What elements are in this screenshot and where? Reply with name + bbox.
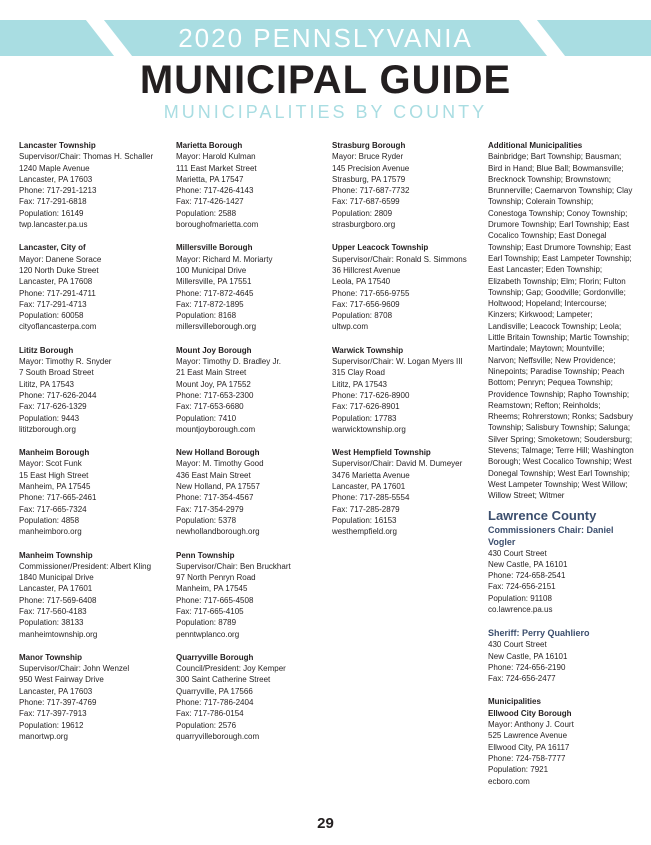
- entry-line: Population: 38133: [19, 618, 84, 628]
- entry-line: Population: 7921: [488, 765, 549, 775]
- entry-line: Mayor: Timothy R. Snyder: [19, 357, 112, 367]
- entry-line: 950 West Fairway Drive: [19, 675, 104, 685]
- entry-line: Supervisor/Chair: John Wenzel: [19, 664, 130, 674]
- entry-line: Phone: 717-665-4508: [176, 595, 254, 605]
- page-title: MUNICIPAL GUIDE: [139, 58, 512, 102]
- entry-line: Fax: 724-656-2477: [488, 674, 556, 684]
- entry-website[interactable]: co.lawrence.pa.us: [488, 604, 553, 614]
- entry-line: Population: 2576: [176, 720, 237, 730]
- entry-line: Phone: 717-653-2300: [176, 390, 254, 400]
- entry-website[interactable]: manheimtownship.org: [19, 629, 98, 639]
- entry-line: Phone: 717-291-1213: [19, 186, 97, 196]
- entry-line: Fax: 717-426-1427: [176, 197, 244, 207]
- municipality-entry: [19, 345, 159, 435]
- entry-line: Mayor: Scot Funk: [19, 459, 82, 469]
- entry-line: 430 Court Street: [488, 548, 547, 558]
- entry-line: Phone: 717-569-6408: [19, 595, 97, 605]
- entry-line: Lancaster, PA 17601: [19, 584, 93, 594]
- municipality-name: New Holland Borough: [176, 448, 260, 458]
- entry-line: New Holland, PA 17557: [176, 482, 260, 492]
- entry-line: Population: 17783: [332, 413, 397, 423]
- municipality-entry: [176, 140, 316, 230]
- entry-line: Population: 16149: [19, 208, 84, 218]
- entry-line: Lancaster, PA 17603: [19, 686, 93, 696]
- county-title: Lawrence County: [488, 507, 597, 523]
- additional-municipalities-list: Bainbridge; Bart Township; Bausman; Bird in Hand; Blue Ball; Bowmansville; Brecknock Township; Brownstown; Brunnerville; Caernarvon Township; Clay Township; Colerain Township; Conestoga Township; Conoy Township; Drumore Township; Earl Township; East Cocalico Township; East Donegal Township; East Drumore Township; East Earl Township; East Lampeter Township; East Lancaster; Eden Township; Elizabeth Township; Elm; Florin; Fulton Township; Gap; Goodville; Gordonville; Holtwood; Hopeland; Intercourse; Kinzers; Kirkwood; Lampeter; Landisville; Leacock Township; Leola; Little Britain Township; Martic Township; Martindale; Maytown; Mountville; Narvon; Neffsville; New Providence; Ninepoints; Paradise Township; Peach Bottom; Penryn; Pequea Township; Providence Township; Rapho Township; Reamstown; Refton; Reinholds; Rheems; Rohrerstown; Ronks; Sadsbury Township; Salisbury Township; Salunga; Silver Spring; Smoketown; Soudersburg; Stevens; Talmage; Terre Hill; Washington Borough; West Cocalico Township; West Donegal Township; West Earl Township; West Lampeter Township; West Willow; Willow Street; Witmer: [488, 152, 634, 501]
- entry-line: Phone: 717-656-9755: [332, 288, 410, 298]
- entry-line: Phone: 717-354-4567: [176, 493, 254, 503]
- additional-municipalities-title: Additional Municipalities: [488, 141, 583, 150]
- entry-line: Fax: 724-656-2151: [488, 582, 556, 592]
- banner-title: 2020 PENNSLYVANIA: [178, 23, 473, 53]
- entry-line: Mayor: Harold Kulman: [176, 152, 256, 162]
- column-4: [488, 140, 634, 799]
- municipality-entry: [176, 550, 316, 640]
- municipality-name: Manheim Borough: [19, 448, 90, 458]
- entry-line: 315 Clay Road: [332, 368, 385, 378]
- commissioners-chair: Commissioners Chair: Daniel Vogler: [488, 524, 614, 547]
- municipality-entry: [19, 140, 159, 230]
- entry-line: Ellwood City, PA 16117: [488, 742, 570, 752]
- municipalities-heading: Municipalities: [488, 697, 541, 707]
- entry-website[interactable]: twp.lancaster.pa.us: [19, 220, 88, 230]
- entry-line: Marietta, PA 17547: [176, 174, 244, 184]
- entry-line: Fax: 717-687-6599: [332, 197, 400, 207]
- entry-line: Phone: 717-687-7732: [332, 186, 410, 196]
- municipality-name: Marietta Borough: [176, 141, 243, 150]
- entry-line: 100 Municipal Drive: [176, 265, 247, 275]
- entry-line: Phone: 724-656-2190: [488, 662, 566, 672]
- entry-line: Quarryville, PA 17566: [176, 686, 253, 696]
- entry-line: 120 North Duke Street: [19, 265, 99, 275]
- entry-line: Fax: 717-665-7324: [19, 504, 87, 514]
- entry-line: Manheim, PA 17545: [176, 584, 248, 594]
- entry-line: Mayor: M. Timothy Good: [176, 459, 264, 469]
- entry-line: Population: 8789: [176, 618, 237, 628]
- entry-website[interactable]: strasburgboro.org: [332, 220, 396, 230]
- entry-line: New Castle, PA 16101: [488, 559, 568, 569]
- entry-line: Phone: 724-658-2541: [488, 571, 566, 581]
- entry-line: 15 East High Street: [19, 470, 89, 480]
- entry-website[interactable]: ecboro.com: [488, 776, 530, 786]
- entry-website[interactable]: manortwp.org: [19, 731, 68, 741]
- municipality-entry: [19, 447, 159, 537]
- entry-website[interactable]: cityoflancasterpa.com: [19, 322, 97, 332]
- entry-line: Lititz, PA 17543: [332, 379, 387, 389]
- page-subtitle: MUNICIPALITIES BY COUNTY: [163, 102, 488, 122]
- entry-line: Phone: 717-426-4143: [176, 186, 254, 196]
- entry-line: 7 South Broad Street: [19, 368, 94, 378]
- entry-website[interactable]: newhollandborough.org: [176, 527, 260, 537]
- entry-line: 36 Hillcrest Avenue: [332, 265, 401, 275]
- page-number: 29: [317, 815, 334, 832]
- entry-line: Supervisor/Chair: Ronald S. Simmons: [332, 254, 467, 264]
- entry-website[interactable]: lititzborough.org: [19, 424, 76, 434]
- entry-line: Mayor: Anthony J. Court: [488, 720, 574, 730]
- entry-line: Phone: 717-397-4769: [19, 698, 97, 708]
- entry-line: Phone: 717-872-4645: [176, 288, 254, 298]
- entry-line: Fax: 717-626-8901: [332, 402, 400, 412]
- entry-line: Population: 7410: [176, 413, 237, 423]
- municipality-entry: [332, 242, 472, 332]
- municipality-entry: [332, 140, 472, 230]
- sheriff-entry: [488, 627, 634, 684]
- entry-line: Phone: 717-285-5554: [332, 493, 410, 503]
- entry-line: Fax: 717-291-4713: [19, 299, 87, 309]
- entry-line: Mayor: Danene Sorace: [19, 254, 102, 264]
- entry-line: Population: 4858: [19, 515, 80, 525]
- municipality-name: West Hempfield Township: [332, 448, 431, 458]
- municipality-entry: [19, 652, 159, 742]
- entry-line: 525 Lawrence Avenue: [488, 731, 568, 741]
- entry-line: Commissioner/President: Albert Kling: [19, 561, 152, 571]
- entry-line: 97 North Penryn Road: [176, 573, 256, 583]
- entry-line: 111 East Market Street: [176, 163, 257, 173]
- entry-line: Fax: 717-656-9609: [332, 299, 400, 309]
- entry-line: 300 Saint Catherine Street: [176, 675, 271, 685]
- municipality-name: Lancaster, City of: [19, 243, 86, 253]
- entry-line: Fax: 717-291-6818: [19, 197, 87, 207]
- entry-line: 1840 Municipal Drive: [19, 573, 94, 583]
- entry-line: Lancaster, PA 17608: [19, 277, 93, 287]
- entry-website[interactable]: quarryvilleborough.com: [176, 731, 260, 741]
- entry-line: Mount Joy, PA 17552: [176, 379, 251, 389]
- entry-line: Population: 16153: [332, 515, 397, 525]
- entry-line: Fax: 717-354-2979: [176, 504, 244, 514]
- entry-line: 145 Precision Avenue: [332, 163, 410, 173]
- entry-line: 1240 Maple Avenue: [19, 163, 90, 173]
- municipality-entry: [176, 242, 316, 332]
- entry-line: Population: 8708: [332, 311, 393, 321]
- municipality-name: Manheim Township: [19, 550, 93, 560]
- entry-line: Phone: 717-291-4711: [19, 288, 96, 298]
- column-2: [176, 140, 316, 754]
- column-1: [19, 140, 159, 754]
- entry-line: Supervisor/Chair: David M. Dumeyer: [332, 459, 463, 469]
- entry-line: Fax: 717-397-7913: [19, 709, 87, 719]
- municipality-name: Strasburg Borough: [332, 141, 406, 150]
- entry-website[interactable]: ultwp.com: [332, 322, 369, 332]
- entry-line: 21 East Main Street: [176, 368, 247, 378]
- entry-line: Council/President: Joy Kemper: [176, 664, 286, 674]
- entry-website[interactable]: warwicktownship.org: [332, 424, 406, 434]
- entry-line: Fax: 717-626-1329: [19, 402, 87, 412]
- municipality-name: Warwick Township: [332, 345, 404, 355]
- entry-line: Population: 5378: [176, 515, 237, 525]
- entry-line: Lancaster, PA 17603: [19, 174, 93, 184]
- entry-website[interactable]: westhempfield.org: [332, 527, 397, 537]
- entry-line: 436 East Main Street: [176, 470, 251, 480]
- entry-website[interactable]: manheimboro.org: [19, 527, 82, 537]
- entry-line: Population: 8168: [176, 311, 237, 321]
- entry-line: Fax: 717-560-4183: [19, 606, 87, 616]
- entry-line: 3476 Marietta Avenue: [332, 470, 410, 480]
- entry-line: Phone: 724-758-7777: [488, 753, 566, 763]
- entry-line: Phone: 717-626-8900: [332, 390, 410, 400]
- entry-line: Manheim, PA 17545: [19, 482, 91, 492]
- entry-line: Population: 91108: [488, 593, 552, 603]
- additional-municipalities: [488, 140, 634, 502]
- entry-line: Phone: 717-665-2461: [19, 493, 97, 503]
- entry-line: Fax: 717-786-0154: [176, 709, 244, 719]
- entry-line: Population: 60058: [19, 311, 84, 321]
- municipality-entry: [176, 447, 316, 537]
- sheriff-name: Sheriff: Perry Quahliero: [488, 628, 590, 639]
- municipality-entry: [176, 652, 316, 742]
- entry-line: Lititz, PA 17543: [19, 379, 74, 389]
- entry-line: Supervisor/Chair: Ben Bruckhart: [176, 561, 291, 571]
- entry-line: Phone: 717-786-2404: [176, 698, 254, 708]
- municipality-name: Millersville Borough: [176, 243, 253, 253]
- municipality-name: Quarryville Borough: [176, 652, 254, 662]
- municipality-entry: [19, 550, 159, 640]
- municipality-entry: [488, 696, 634, 786]
- entry-website[interactable]: penntwplanco.org: [176, 629, 240, 639]
- entry-line: Leola, PA 17540: [332, 277, 391, 287]
- entry-line: Supervisor/Chair: Thomas H. Schaller: [19, 152, 154, 162]
- municipality-name: Penn Township: [176, 550, 235, 560]
- entry-line: Population: 2809: [332, 208, 393, 218]
- municipality-entry: [332, 447, 472, 537]
- municipality-name: Mount Joy Borough: [176, 345, 252, 355]
- entry-website[interactable]: mountjoyborough.com: [176, 424, 256, 434]
- entry-website[interactable]: boroughofmarietta.com: [176, 220, 259, 230]
- municipality-entry: [176, 345, 316, 435]
- municipality-name: Lancaster Township: [19, 141, 96, 150]
- entry-line: Population: 2588: [176, 208, 237, 218]
- entry-line: Fax: 717-653-6680: [176, 402, 244, 412]
- entry-line: Phone: 717-626-2044: [19, 390, 97, 400]
- entry-line: Mayor: Bruce Ryder: [332, 152, 404, 162]
- entry-line: Fax: 717-665-4105: [176, 606, 244, 616]
- entry-line: Millersville, PA 17551: [176, 277, 252, 287]
- entry-line: Strasburg, PA 17579: [332, 174, 406, 184]
- entry-line: Population: 19612: [19, 720, 84, 730]
- municipality-name: Manor Township: [19, 652, 82, 662]
- entry-line: 430 Court Street: [488, 640, 547, 650]
- municipality-name: Lititz Borough: [19, 345, 74, 355]
- municipality-name: Upper Leacock Township: [332, 243, 429, 253]
- entry-line: Fax: 717-285-2879: [332, 504, 400, 514]
- entry-line: New Castle, PA 16101: [488, 651, 568, 661]
- entry-line: Lancaster, PA 17601: [332, 482, 406, 492]
- entry-website[interactable]: millersvilleborough.org: [176, 322, 257, 332]
- column-3: [332, 140, 472, 550]
- commissioners-entry: [488, 524, 634, 616]
- entry-line: Supervisor/Chair: W. Logan Myers III: [332, 357, 463, 367]
- entry-line: Mayor: Timothy D. Bradley Jr.: [176, 357, 281, 367]
- entry-line: Mayor: Richard M. Moriarty: [176, 254, 273, 264]
- municipality-name: Ellwood City Borough: [488, 708, 572, 718]
- municipality-entry: [19, 242, 159, 332]
- municipality-entry: [332, 345, 472, 435]
- entry-line: Fax: 717-872-1895: [176, 299, 244, 309]
- entry-line: Population: 9443: [19, 413, 80, 423]
